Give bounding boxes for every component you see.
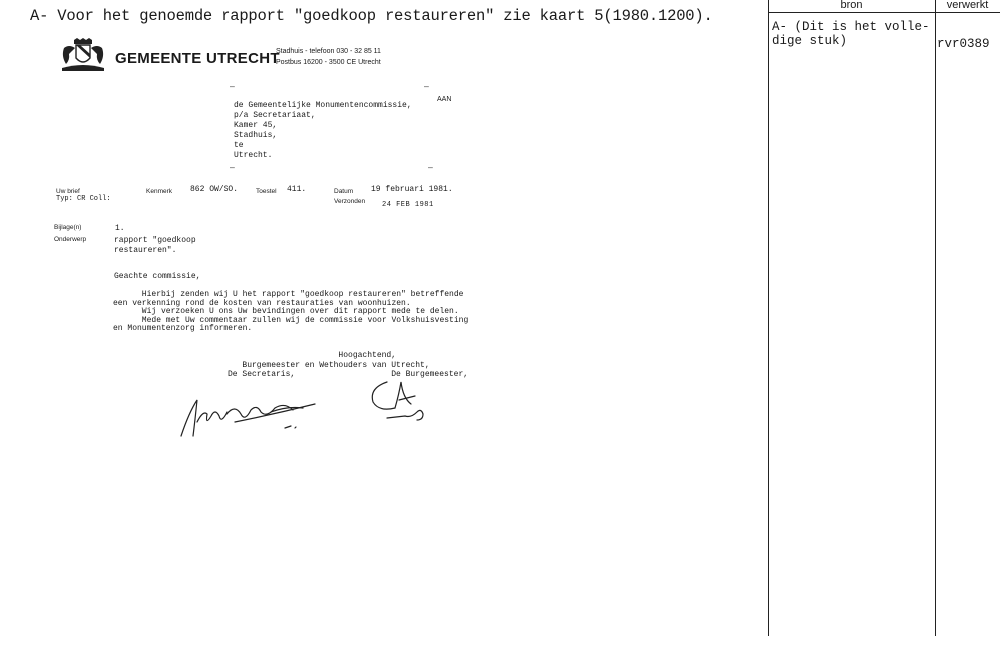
address-line: Kamer 45,: [234, 121, 278, 130]
secretaris-signature-icon: [175, 392, 325, 442]
typ-line: Typ: CR Coll:: [56, 195, 111, 203]
salutation: Geachte commissie,: [114, 272, 201, 281]
uw-brief-label: Uw brief: [56, 188, 80, 195]
org-name: GEMEENTE UTRECHT: [115, 50, 280, 67]
datum-value: 19 februari 1981.: [371, 185, 453, 194]
toestel-value: 411.: [287, 185, 307, 194]
body-line: Hierbij zenden wij U het rapport "goedkoop restaureren" betreffende: [113, 290, 464, 299]
table-divider: [935, 0, 936, 636]
corner-mark: –: [424, 82, 429, 91]
closing-block: [228, 351, 468, 380]
address-line: de Gemeentelijke Monumentencommissie,: [234, 101, 412, 110]
org-contact: [276, 46, 381, 68]
header-note: A- Voor het genoemde rapport "goedkoop restaureren" zie kaart 5(1980.1200).: [30, 7, 713, 25]
closing-line: De Secretaris, De Burgemeester,: [228, 370, 469, 380]
bron-line: dige stuk): [772, 34, 848, 48]
table-header-rule: [768, 12, 1000, 13]
contact-line: Stadhuis - telefoon 030 - 32 85 11: [276, 48, 381, 55]
kenmerk-label: Kenmerk: [146, 188, 173, 195]
body-line: Wij verzoeken U ons Uw bevindingen over dit rapport mede te delen.: [113, 307, 459, 317]
kenmerk-value: 862 OW/SO.: [190, 185, 239, 194]
corner-mark: –: [428, 163, 433, 172]
verzonden-label: Verzonden: [334, 198, 366, 205]
address-line: te: [234, 141, 244, 150]
corner-mark: –: [230, 82, 235, 91]
onderwerp-label: Onderwerp: [54, 236, 87, 243]
closing-line: Hoogachtend,: [228, 351, 397, 360]
column-header-verwerkt: verwerkt: [946, 0, 989, 11]
recipient-address: [234, 101, 412, 161]
onderwerp-value: rapport "goedkoop restaureren".: [114, 236, 196, 255]
address-line: p/a Secretariaat,: [234, 111, 316, 120]
address-line: Utrecht.: [234, 151, 273, 160]
closing-line: Burgemeester en Wethouders van Utrecht,: [228, 360, 430, 370]
body-line: een verkenning rond de kosten van restauraties van woonhuizen.: [113, 298, 411, 308]
datum-label: Datum: [334, 188, 354, 195]
bron-entry: [772, 20, 930, 48]
bron-line: A- (Dit is het volle-: [772, 20, 930, 34]
utrecht-coat-of-arms-icon: [60, 38, 106, 72]
toestel-label: Toestel: [256, 188, 277, 195]
verwerkt-value: rvr0389: [937, 37, 990, 51]
bijlagen-value: 1.: [115, 224, 125, 233]
contact-line: Postbus 16200 - 3500 CE Utrecht: [276, 59, 381, 66]
body-line: Mede met Uw commentaar zullen wij de commissie voor Volkshuisvesting: [113, 315, 469, 325]
verzonden-stamp: 24 FEB 1981: [382, 201, 434, 209]
table-divider: [768, 0, 769, 636]
body-line: en Monumentenzorg informeren.: [113, 324, 253, 334]
bijlagen-label: Bijlage(n): [54, 224, 82, 231]
column-header-bron: bron: [840, 0, 863, 11]
address-line: Stadhuis,: [234, 131, 278, 140]
burgemeester-signature-icon: [365, 378, 440, 423]
letter-body: [113, 291, 468, 334]
corner-mark: –: [230, 163, 235, 172]
aan-label: AAN: [437, 96, 452, 103]
